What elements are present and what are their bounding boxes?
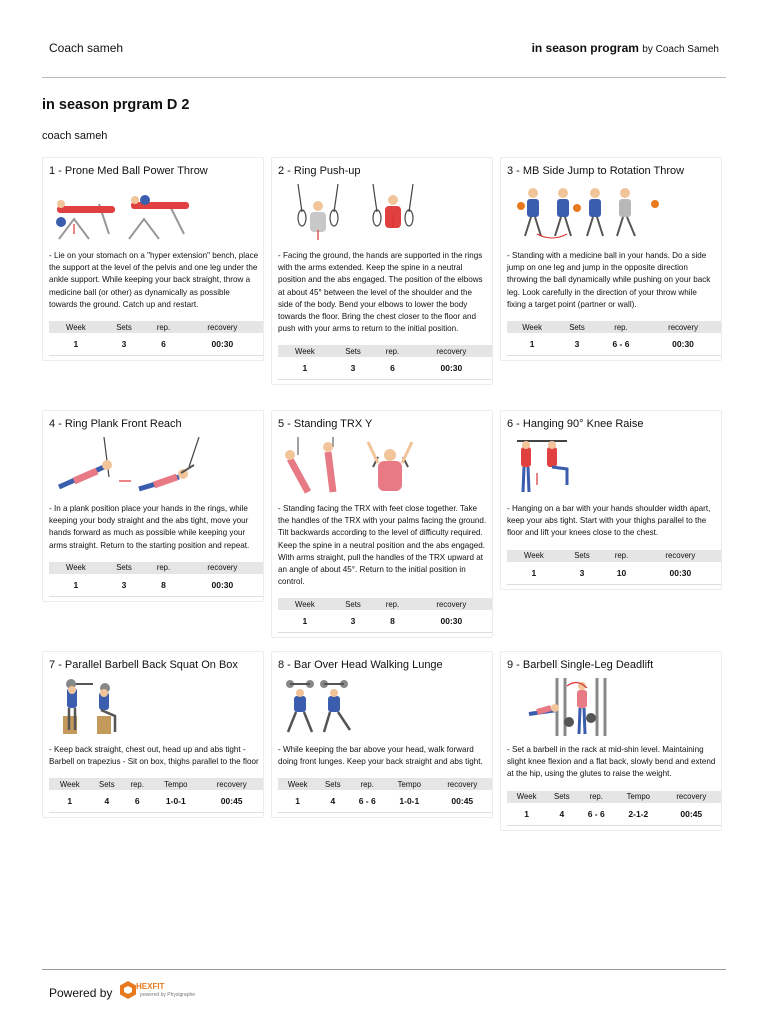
cell-reps: 6 [123,790,151,813]
cell-week: 1 [507,562,561,585]
col-sets: Sets [332,598,374,610]
cell-reps: 6 [145,333,182,356]
exercise-card [271,651,493,818]
col-sets: Sets [90,778,123,790]
exercise-title: 7 - Parallel Barbell Back Squat On Box [49,659,238,671]
cell-sets: 4 [90,790,123,813]
exercise-table [49,321,263,356]
cell-reps: 10 [603,562,640,585]
cell-reps: 6 [374,357,411,380]
exercise-table [507,321,721,356]
col-recovery: recovery [433,778,492,790]
exercise-card [42,410,264,602]
exercise-card [500,410,722,590]
exercise-description: - Lie on your stomach on a "hyper extension" bench, place the support at the level of the pelvis and one leg under the ankle support. While keeping your back straight, throw a medicine ball (or other) as dynamically as possible towards the ground. Catch up and restart. [49,251,259,309]
exercise-illustration [507,437,717,495]
header-right [532,41,719,55]
col-week: Week [507,791,546,803]
col-reps: rep. [603,550,640,562]
exercise-description: - Standing facing the TRX with feet close together. Take the handles of the TRX with your palms facing the ground. Tilt backwards according to the level of difficulty required. Keep the spine in a neutral position and the abs engaged. With arms straight, pull the handles of the TRX upward at an angle of about 45°. Return to the initial position in control. [278,504,487,587]
exercise-description: - Hanging on a bar with your hands shoulder width apart, keep your abs tight. Start with your thighs parallel to the floor and lift your knees close to the chest. [507,504,711,538]
exercise-title: 2 - Ring Push-up [278,165,361,177]
col-sets: Sets [317,778,348,790]
cell-tempo: 1-0-1 [151,790,200,813]
col-sets: Sets [103,562,145,574]
exercise-table [49,778,263,813]
cell-tempo: 2-1-2 [615,803,661,826]
cell-sets: 3 [332,610,374,633]
exercise-illustration [49,184,259,242]
col-reps: rep. [374,598,411,610]
exercise-illustration [49,437,259,495]
exercise-title: 1 - Prone Med Ball Power Throw [49,165,208,177]
col-sets: Sets [103,321,145,333]
cell-sets: 3 [332,357,374,380]
col-recovery: recovery [411,598,492,610]
cell-recovery: 00:30 [411,610,492,633]
cell-recovery: 00:30 [182,574,263,597]
col-recovery: recovery [182,562,263,574]
powered-by: Powered by [49,986,113,1000]
cell-sets: 3 [557,333,597,356]
exercise-description: - While keeping the bar above your head, walk forward doing front lunges. Keep your back straight and abs tight. [278,745,483,767]
page-title: in season prgram D 2 [42,97,190,113]
cell-week: 1 [49,790,90,813]
col-tempo: Tempo [386,778,432,790]
cell-sets: 3 [561,562,603,585]
cell-recovery: 00:30 [640,562,721,585]
logo-subtext: powered by Physigraphe [140,992,196,998]
exercise-table [49,562,263,597]
cell-recovery: 00:45 [662,803,721,826]
exercise-illustration [278,437,488,495]
col-reps: rep. [597,321,645,333]
col-reps: rep. [145,562,182,574]
col-reps: rep. [374,345,411,357]
exercise-illustration [278,184,488,242]
col-reps: rep. [123,778,151,790]
exercise-table [278,778,492,813]
exercise-illustration [49,678,259,736]
exercise-card [500,651,722,831]
cell-recovery: 00:45 [200,790,263,813]
cell-week: 1 [507,333,557,356]
exercise-card [42,157,264,361]
exercise-description: - In a plank position place your hands in the rings, while keeping your body straight and the abs tight, move your hands forward as much as possible while keeping your arms straight. Return to the starting position and repeat. [49,504,250,550]
header-divider [42,77,726,78]
exercise-illustration [507,184,717,242]
cell-week: 1 [278,357,332,380]
col-week: Week [507,321,557,333]
cell-reps: 8 [374,610,411,633]
exercise-description: - Facing the ground, the hands are supported in the rings with the arms extended. Keep the spine in a neutral position and the abs engaged. The position of the elbows at about 45° between the level of the shoulder and the side of the body. Bend your elbows to lower the body towards the floor. Bring the chest closer to the floor and push with your arms to return to the initial position. [278,251,483,334]
cell-recovery: 00:45 [433,790,492,813]
col-week: Week [49,321,103,333]
exercise-card [271,157,493,385]
exercise-illustration [507,678,717,736]
exercise-table [507,791,721,826]
cell-week: 1 [507,803,546,826]
col-recovery: recovery [640,550,721,562]
cell-sets: 3 [103,333,145,356]
exercise-title: 8 - Bar Over Head Walking Lunge [278,659,443,671]
col-sets: Sets [557,321,597,333]
cell-sets: 4 [546,803,577,826]
cell-week: 1 [278,790,317,813]
cell-week: 1 [49,333,103,356]
cell-week: 1 [278,610,332,633]
cell-week: 1 [49,574,103,597]
cell-sets: 4 [317,790,348,813]
col-recovery: recovery [662,791,721,803]
exercise-description: - Keep back straight, chest out, head up and abs tight - Barbell on trapezius - Sit on box, thighs parallel to the floor [49,745,259,767]
cell-reps: 6 - 6 [597,333,645,356]
exercise-title: 3 - MB Side Jump to Rotation Throw [507,165,685,177]
col-recovery: recovery [182,321,263,333]
exercise-illustration [278,678,488,736]
exercise-title: 4 - Ring Plank Front Reach [49,418,182,430]
col-week: Week [278,345,332,357]
exercise-title: 6 - Hanging 90° Knee Raise [507,418,644,430]
cell-reps: 6 - 6 [348,790,386,813]
col-tempo: Tempo [151,778,200,790]
cell-sets: 3 [103,574,145,597]
header-left: Coach sameh [49,41,124,55]
cell-reps: 8 [145,574,182,597]
hexfit-logo-icon [118,980,138,1000]
cell-reps: 6 - 6 [577,803,615,826]
col-recovery: recovery [411,345,492,357]
exercise-title: 9 - Barbell Single-Leg Deadlift [507,659,654,671]
col-sets: Sets [546,791,577,803]
col-reps: rep. [577,791,615,803]
col-reps: rep. [348,778,386,790]
col-reps: rep. [145,321,182,333]
logo-text: HEXFIT [136,982,165,991]
cell-recovery: 00:30 [645,333,721,356]
col-week: Week [507,550,561,562]
exercise-table [278,598,492,633]
col-week: Week [278,778,317,790]
col-sets: Sets [561,550,603,562]
cell-recovery: 00:30 [411,357,492,380]
cell-recovery: 00:30 [182,333,263,356]
program-author-label: by Coach Sameh [642,44,719,55]
exercise-table [507,550,721,585]
exercise-description: - Standing with a medicine ball in your hands. Do a side jump on one leg and jump in the opposite direction throwing the ball dynamically while pushing on your back leg. Look carefully in the direction of your throw while fixing a target point (partner or wall). [507,251,711,309]
col-recovery: recovery [645,321,721,333]
exercise-description: - Set a barbell in the rack at mid-shin level. Maintaining slight knee flexion and a flat back, slowly bend and extend at the hip, using the glutes to raise the weight. [507,745,716,779]
exercise-card [500,157,722,361]
col-sets: Sets [332,345,374,357]
col-week: Week [49,778,90,790]
footer-divider [42,969,726,970]
col-recovery: recovery [200,778,263,790]
cell-tempo: 1-0-1 [386,790,432,813]
col-tempo: Tempo [615,791,661,803]
exercise-card [271,410,493,638]
exercise-card [42,651,264,818]
program-label: in season program [531,41,639,55]
exercise-table [278,345,492,380]
col-week: Week [49,562,103,574]
exercise-title: 5 - Standing TRX Y [278,418,373,430]
col-week: Week [278,598,332,610]
author: coach sameh [42,130,108,142]
